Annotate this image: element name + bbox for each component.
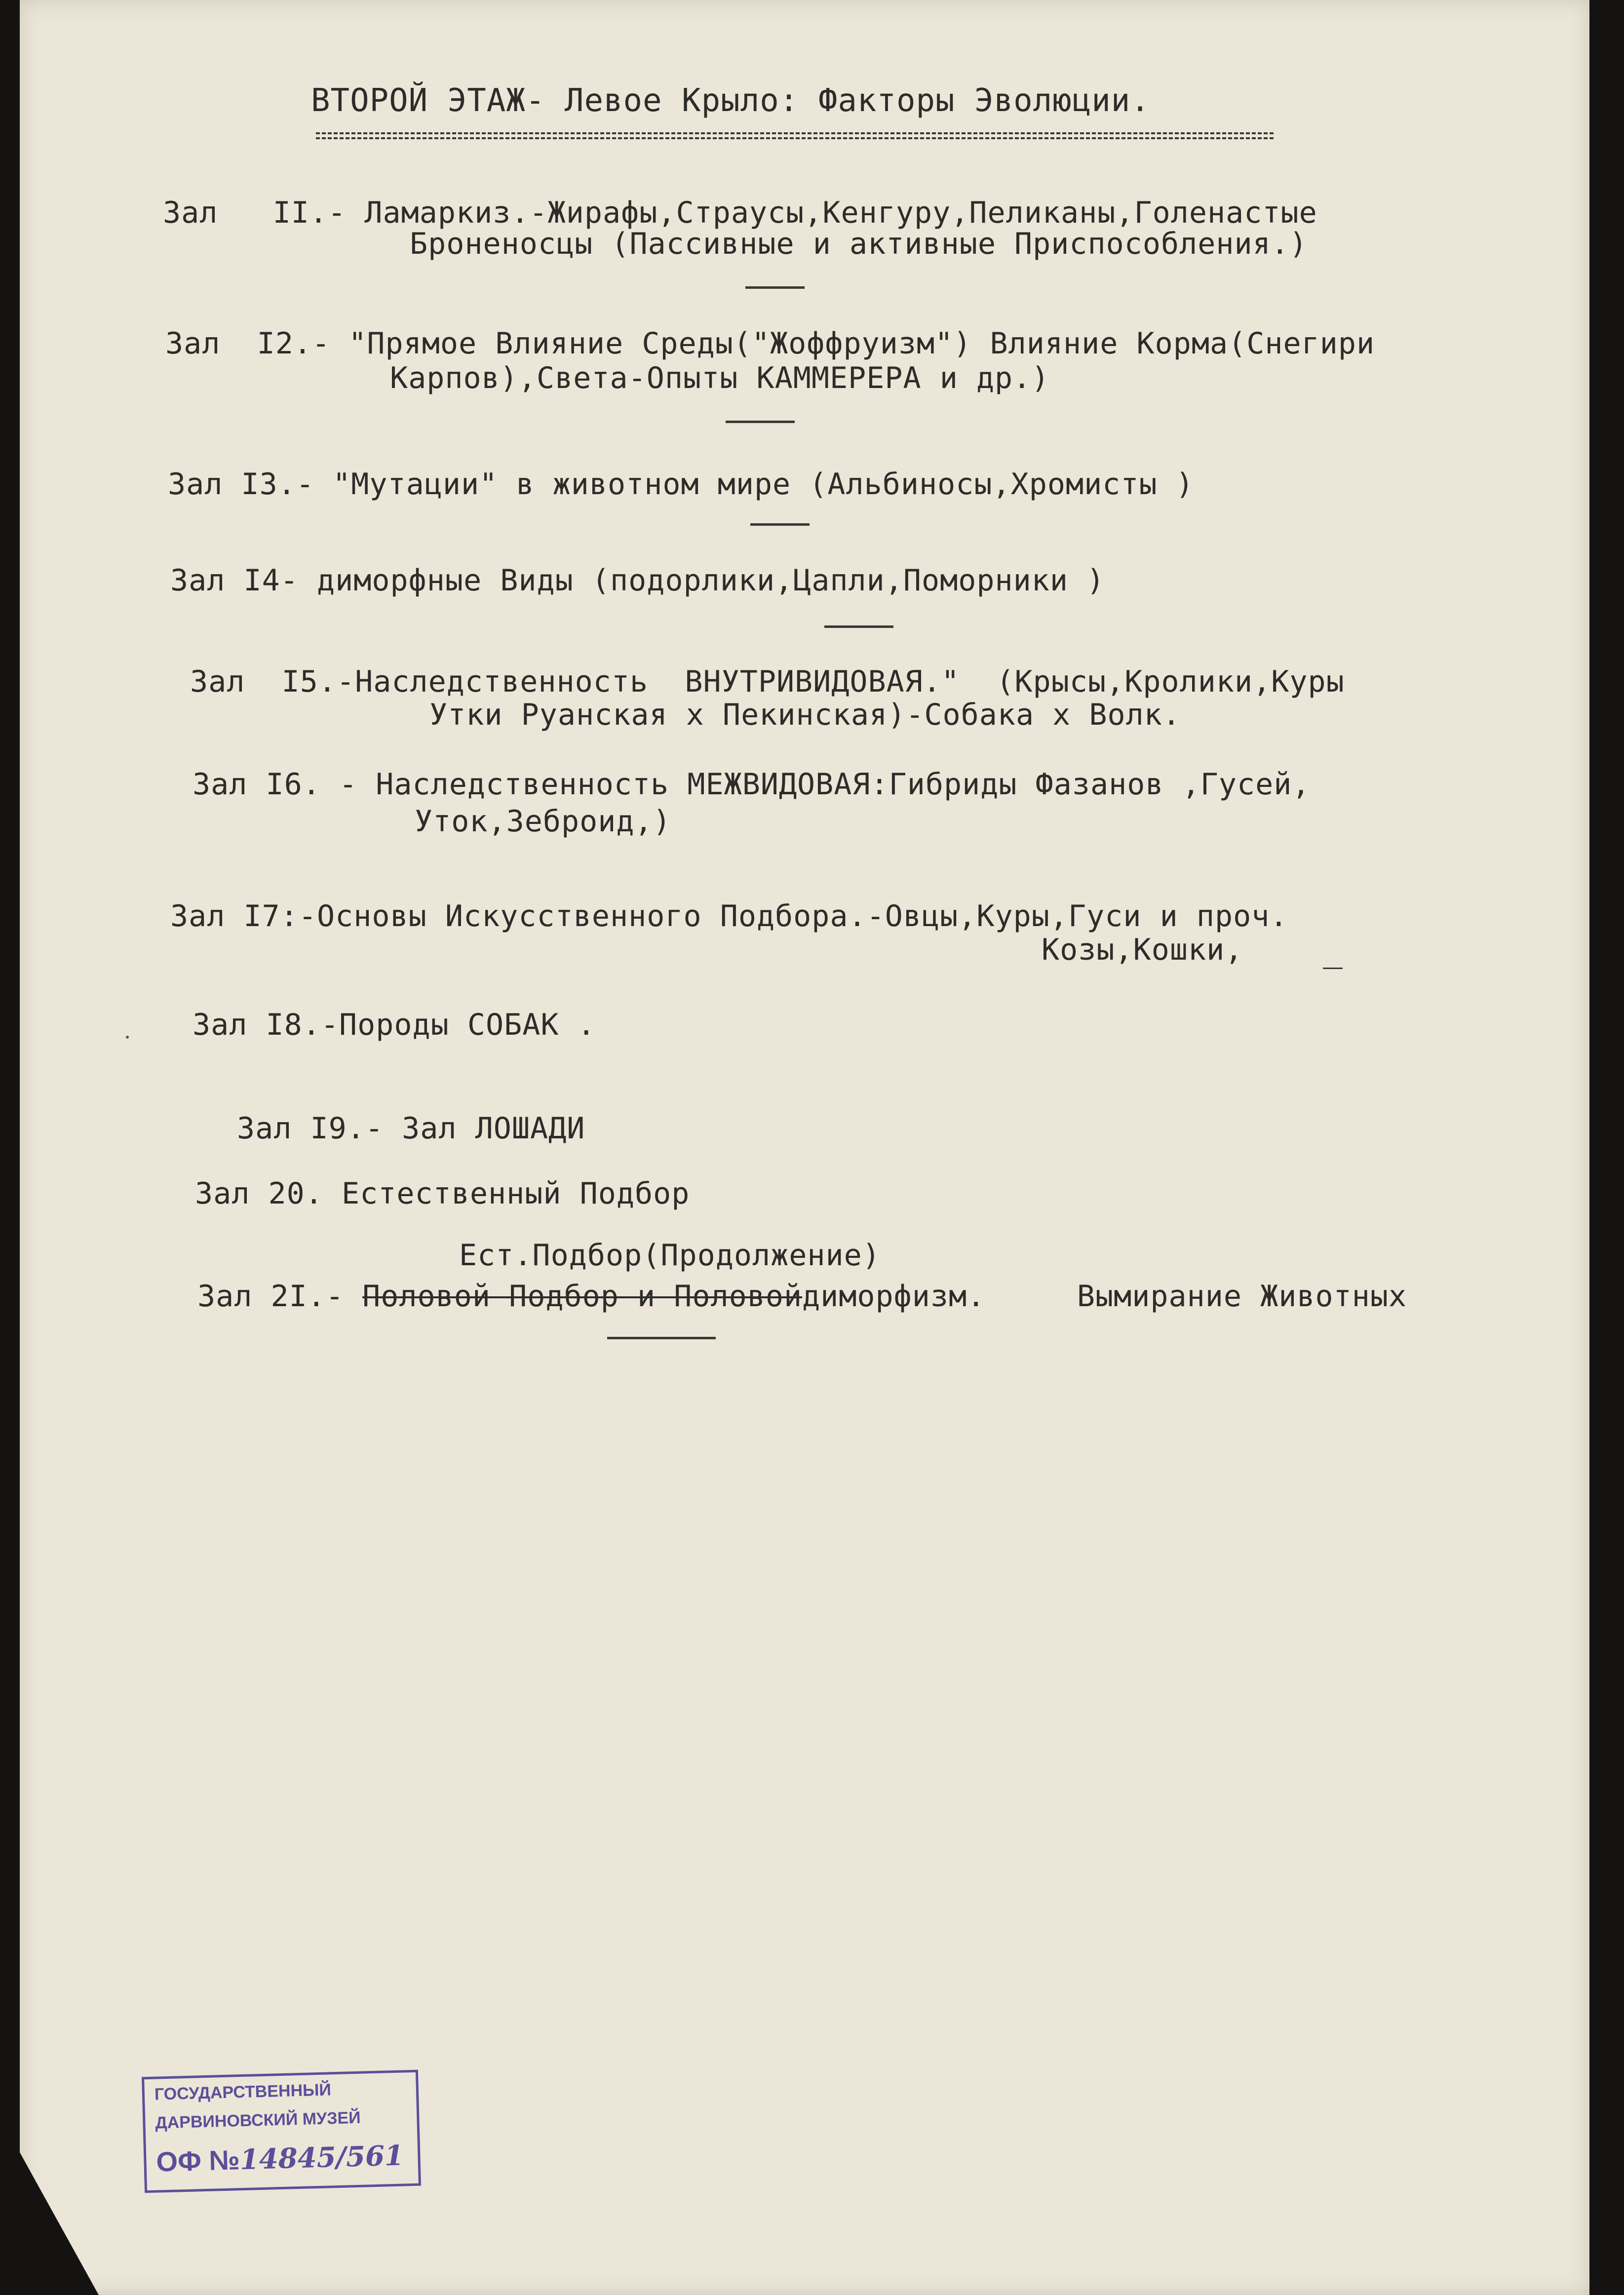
separator	[726, 421, 795, 423]
room-14-line1: Зал I4- диморфные Виды (подорлики,Цапли,Поморники )	[170, 563, 1105, 598]
stamp-line1: ГОСУДАРСТВЕННЫЙ	[154, 2080, 332, 2104]
title-underline	[316, 132, 1274, 139]
end-separator	[607, 1337, 716, 1339]
room-13-line1: Зал I3.- "Мутации" в животном мире (Альбиносы,Хромисты )	[168, 467, 1194, 502]
room-15-line1: Зал I5.-Наследственность ВНУТРИВИДОВАЯ." (Крысы,Кролики,Куры	[190, 664, 1345, 699]
room-21-prefix: Зал 2I.-	[197, 1279, 344, 1314]
room-17-line1: Зал I7:-Основы Искусственного Подбора.-Овцы,Куры,Гуси и проч.	[170, 899, 1288, 934]
room-21-tail: Вымирание Животных	[1077, 1279, 1407, 1314]
room-16-line1: Зал I6. - Наследственность МЕЖВИДОВАЯ:Гибриды Фазанов ,Гусей,	[193, 767, 1311, 802]
room-21-correction: Ест.Подбор(Продолжение)	[459, 1238, 881, 1273]
stamp-line3	[156, 2139, 404, 2178]
room-11-line1: Зал II.- Ламаркиз.-Жирафы,Страусы,Кенгуру,Пеликаны,Голенастые	[163, 195, 1317, 230]
room-21-line1	[197, 1279, 1407, 1314]
page-title: ВТОРОЙ ЭТАЖ- Левое Крыло: Факторы Эволюции.	[311, 82, 1150, 119]
stamp-handwritten-number: 14845/561	[239, 2139, 404, 2177]
room-17-line2: Козы,Кошки,	[1042, 933, 1243, 967]
document-page	[20, 0, 1589, 2295]
room-12-line1: Зал I2.- "Прямое Влияние Среды("Жоффруизм") Влияние Корма(Снегири	[165, 326, 1375, 361]
room-11-line2: Броненосцы (Пассивные и активные Приспособления.)	[410, 227, 1308, 261]
room-21-rest: диморфизм.	[802, 1279, 986, 1314]
room-15-line2: Утки Руанская х Пекинская)-Собака х Волк.	[429, 698, 1181, 732]
mark	[1323, 968, 1343, 969]
ink-speck	[126, 1036, 129, 1039]
room-12-line2: Карпов),Света-Опыты КАММЕРЕРА и др.)	[390, 361, 1050, 395]
separator	[750, 523, 810, 526]
separator	[745, 286, 805, 289]
room-19-line1: Зал I9.- Зал ЛОШАДИ	[237, 1111, 585, 1146]
stamp-line2: ДАРВИНОВСКИЙ МУЗЕЙ	[155, 2108, 361, 2133]
stamp-number-label: ОФ №	[155, 2144, 240, 2178]
torn-corner	[20, 2152, 99, 2295]
room-20-line1: Зал 20. Естественный Подбор	[195, 1176, 690, 1211]
museum-stamp	[142, 2070, 421, 2193]
separator	[824, 625, 893, 628]
room-16-line2: Уток,Зеброид,)	[415, 804, 671, 839]
struck-text: Половой Подбор и Половой	[362, 1279, 803, 1314]
room-18-line1: Зал I8.-Породы СОБАК .	[193, 1008, 596, 1042]
